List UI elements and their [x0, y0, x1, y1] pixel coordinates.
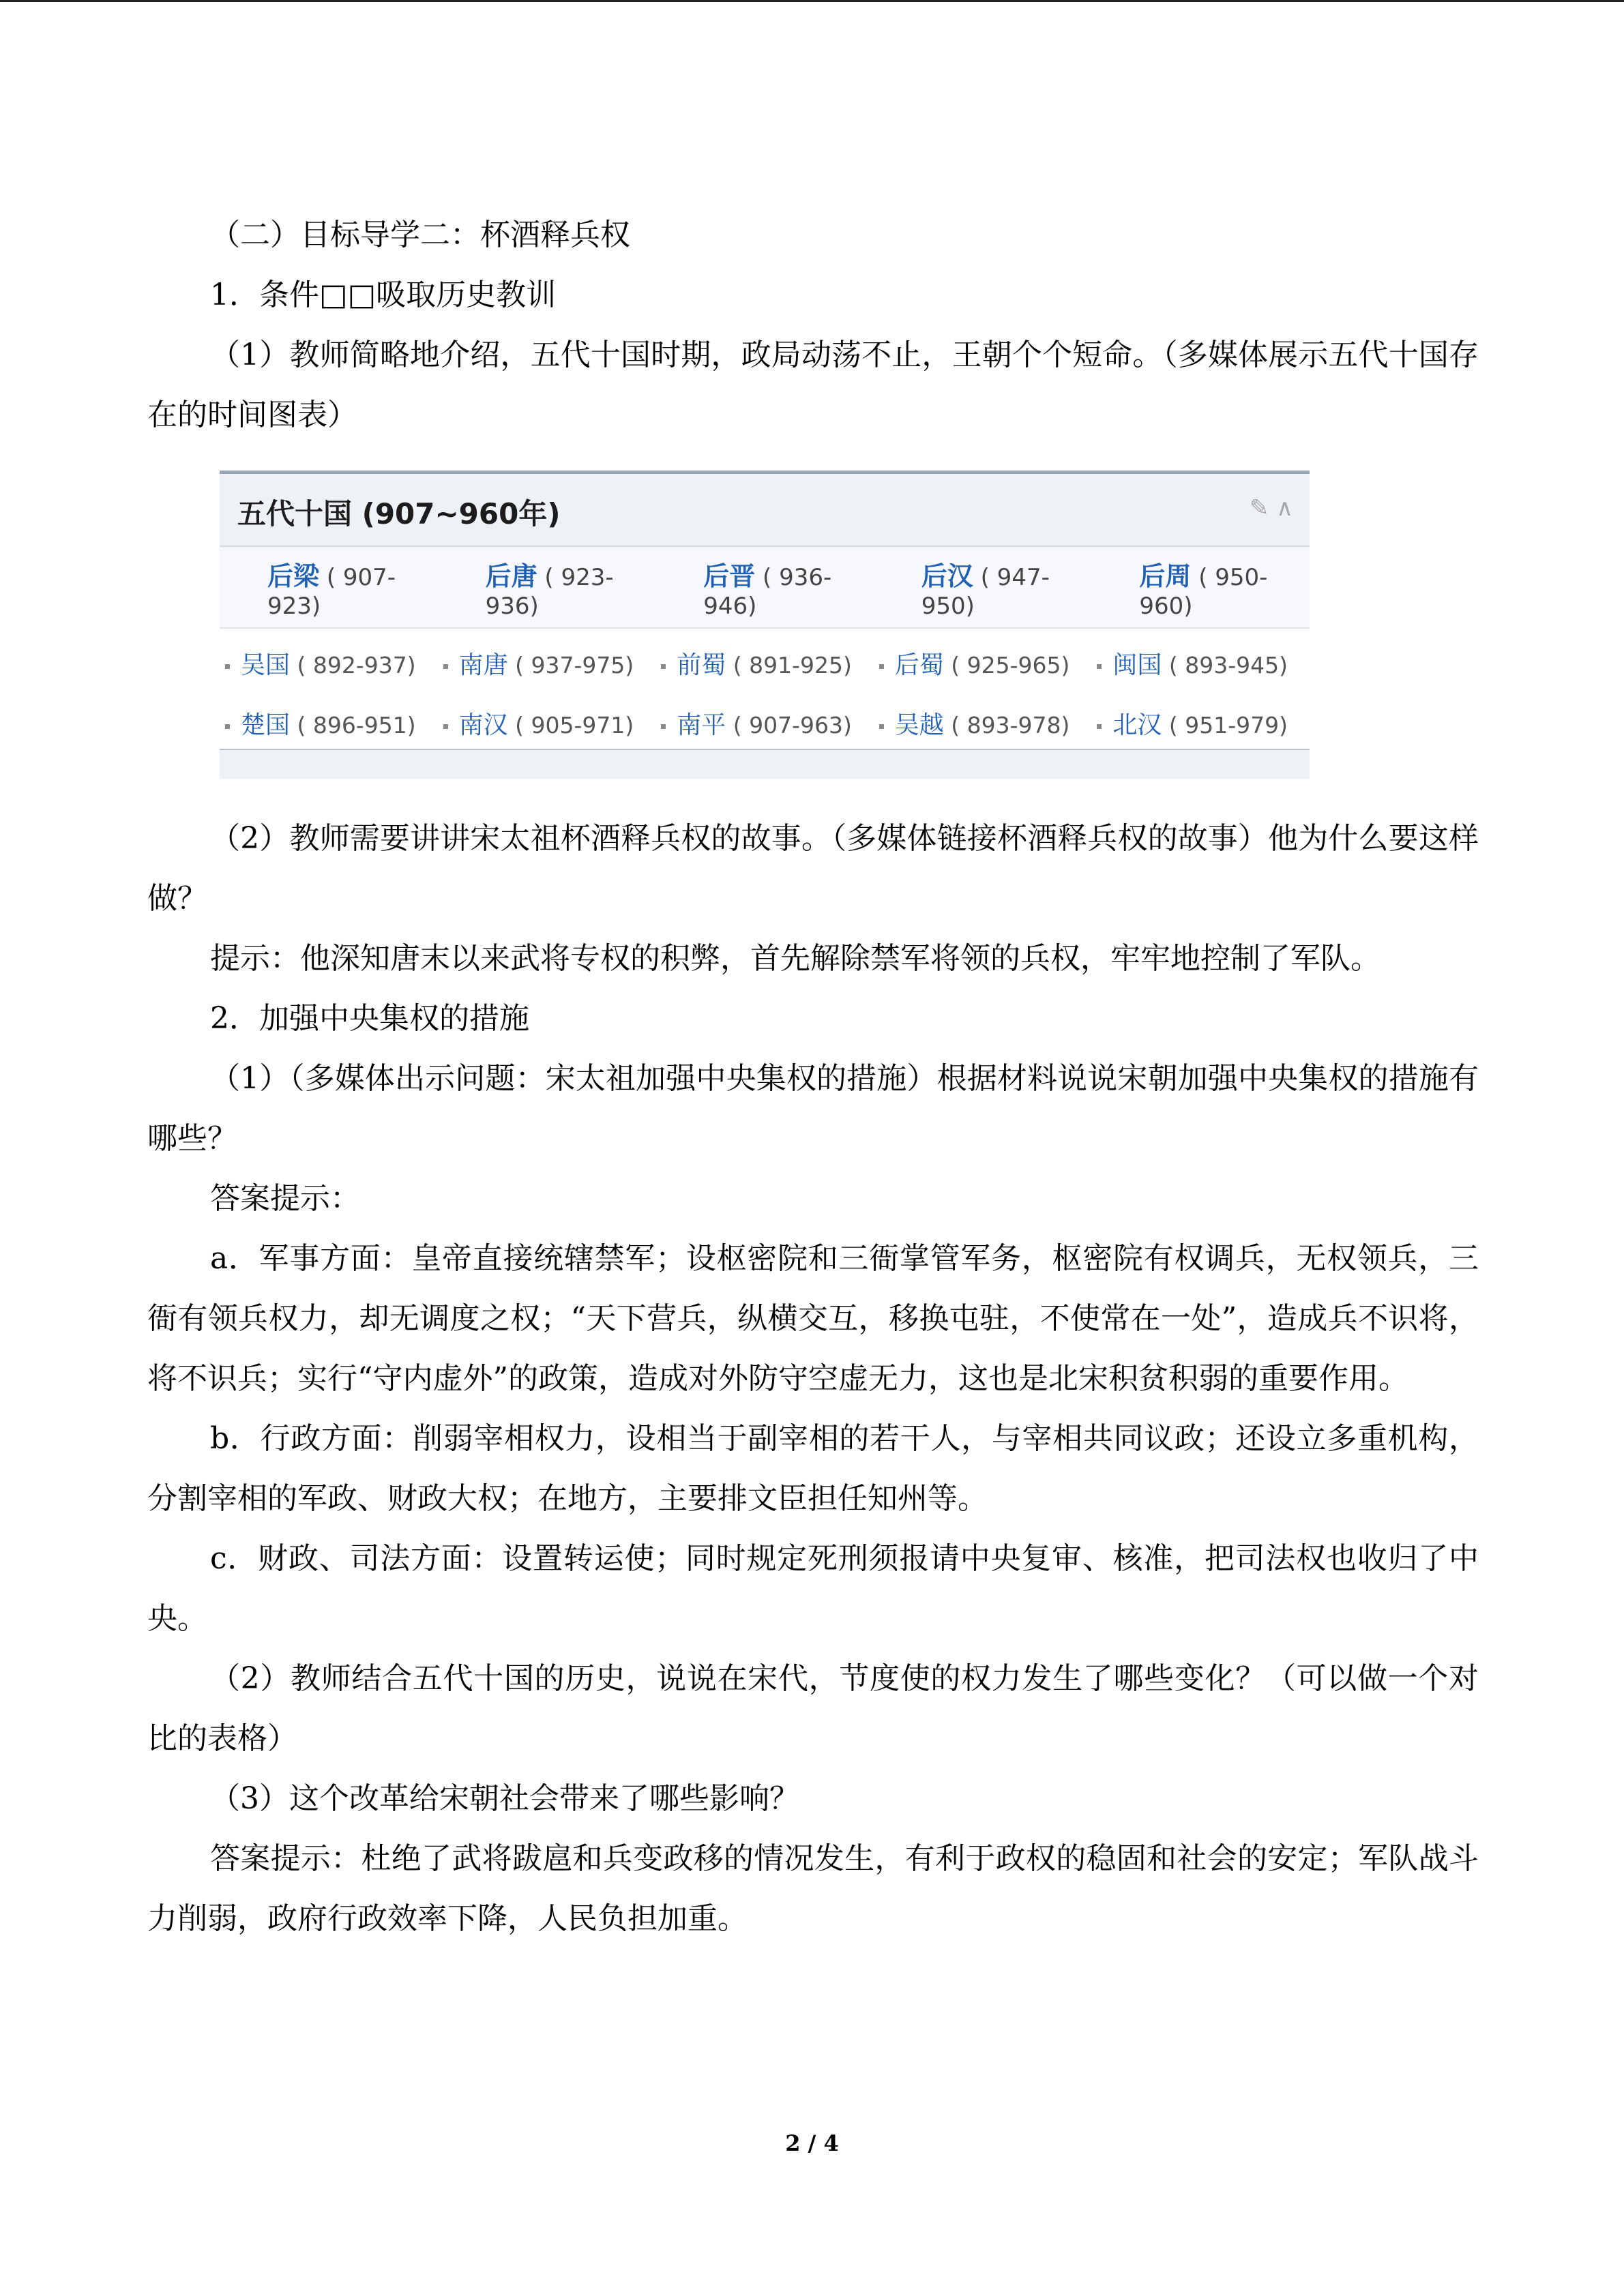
- bullet-icon: [661, 664, 666, 669]
- paragraph-1: （1）教师简略地介绍，五代十国时期，政局动荡不止，王朝个个短命。（多媒体展示五代十国存在的时间图表）: [147, 338, 1479, 432]
- dynasty-link[interactable]: 后梁: [267, 561, 320, 591]
- kingdom-years: ( 907-963): [733, 711, 852, 739]
- text-block-top: [147, 205, 1479, 445]
- kingdom-link[interactable]: 南平: [677, 711, 726, 739]
- kingdom-link[interactable]: 南汉: [458, 711, 508, 739]
- kingdom-cell: [655, 706, 874, 741]
- bullet-icon: [443, 664, 448, 669]
- dynasty-link[interactable]: 后汉: [921, 561, 973, 591]
- text-block-main: [147, 809, 1479, 1949]
- paragraph-2: （2）教师需要讲讲宋太祖杯酒释兵权的故事。（多媒体链接杯酒释兵权的故事）他为什么要这样做？: [147, 821, 1479, 916]
- kingdom-years: ( 893-978): [951, 711, 1070, 739]
- paragraph-9: （2）教师结合五代十国的历史，说说在宋代，节度使的权力发生了哪些变化？（可以做一个对比的表格）: [147, 1661, 1479, 1756]
- dynasty-years: ( 950-960): [1139, 563, 1268, 620]
- item-1-heading: 1．条件□□吸取历史教训: [210, 278, 557, 312]
- dynasty-cell: [220, 555, 438, 620]
- kingdom-years: ( 925-965): [951, 651, 1070, 679]
- kingdom-link[interactable]: 闽国: [1112, 651, 1162, 679]
- dynasty-years: ( 923-936): [485, 563, 614, 620]
- paragraph-3: 提示：他深知唐末以来武将专权的积弊，首先解除禁军将领的兵权，牢牢地控制了军队。: [210, 941, 1381, 976]
- bullet-icon: [879, 664, 884, 669]
- kingdom-cell: [874, 646, 1092, 681]
- kingdom-link[interactable]: 楚国: [241, 711, 291, 739]
- kingdom-years: ( 905-971): [515, 711, 634, 739]
- paragraph-military: a．军事方面：皇帝直接统辖禁军；设枢密院和三衙掌管军务，枢密院有权调兵，无权领兵，三衙有领兵权力，却无调度之权；“天下营兵，纵横交互，移换屯驻，不使常在一处”，造成兵不识将，将不识兵；实行“守内虚外”的政策，造成对外防守空虚无力，这也是北宋积贫积弱的重要作用。: [147, 1241, 1479, 1396]
- table-title: 五代十国 (907~960年): [237, 497, 561, 531]
- kingdom-link[interactable]: 南唐: [458, 651, 508, 679]
- kingdom-link[interactable]: 北汉: [1112, 711, 1162, 739]
- dynasties-row: [220, 547, 1310, 629]
- bullet-icon: [1097, 664, 1102, 669]
- kingdom-years: ( 891-925): [733, 651, 852, 679]
- paragraph-4: （1）（多媒体出示问题：宋太祖加强中央集权的措施）根据材料说说宋朝加强中央集权的措施有哪些？: [147, 1061, 1479, 1156]
- kingdom-years: ( 951-979): [1168, 711, 1288, 739]
- dynasty-years: ( 907-923): [267, 563, 396, 620]
- dynasty-cell: [655, 555, 874, 620]
- item-2-heading: 2．加强中央集权的措施: [210, 1001, 529, 1036]
- kingdom-cell: [874, 706, 1092, 741]
- kingdom-cell: [220, 706, 438, 741]
- kingdoms-row-1: [220, 633, 1310, 693]
- kingdom-link[interactable]: 后蜀: [894, 651, 944, 679]
- paragraph-11: 答案提示：杜绝了武将跋扈和兵变政移的情况发生，有利于政权的稳固和社会的安定；军队战斗力削弱，政府行政效率下降，人民负担加重。: [147, 1841, 1479, 1936]
- table-header: [220, 474, 1310, 547]
- kingdom-link[interactable]: 吴国: [241, 651, 291, 679]
- dynasty-cell: [874, 555, 1092, 620]
- kingdom-cell: [438, 646, 656, 681]
- paragraph-administration: b．行政方面：削弱宰相权力，设相当于副宰相的若干人，与宰相共同议政；还设立多重机构，分割宰相的军政、财政大权；在地方，主要排文臣担任知州等。: [147, 1421, 1479, 1516]
- bullet-icon: [879, 724, 884, 729]
- paragraph-10: （3）这个改革给宋朝社会带来了哪些影响？: [210, 1781, 799, 1816]
- kingdom-link[interactable]: 吴越: [894, 711, 944, 739]
- page-top-border: [0, 0, 1624, 2]
- kingdom-years: ( 893-945): [1168, 651, 1288, 679]
- bullet-icon: [225, 664, 230, 669]
- kingdom-cell: [655, 646, 874, 681]
- dynasty-years: ( 936-946): [703, 563, 832, 620]
- kingdom-years: ( 937-975): [515, 651, 634, 679]
- kingdoms-row-2: [220, 693, 1310, 753]
- bullet-icon: [443, 724, 448, 729]
- dynasty-link[interactable]: 后周: [1139, 561, 1192, 591]
- edit-collapse-icons[interactable]: ✎ ∧: [1249, 494, 1293, 522]
- paragraph-finance-justice: c．财政、司法方面：设置转运使；同时规定死刑须报请中央复审、核准，把司法权也收归了中央。: [147, 1541, 1479, 1636]
- dynasty-years: ( 947-950): [921, 563, 1050, 620]
- table-footer: [220, 749, 1310, 779]
- five-dynasties-table: [220, 471, 1310, 779]
- kingdom-cell: [1091, 706, 1310, 741]
- kingdom-years: ( 896-951): [297, 711, 416, 739]
- answer-hint-label: 答案提示：: [210, 1181, 360, 1216]
- kingdom-years: ( 892-937): [297, 651, 416, 679]
- section-heading: （二）目标导学二：杯酒释兵权: [210, 218, 630, 252]
- kingdom-cell: [220, 646, 438, 681]
- bullet-icon: [661, 724, 666, 729]
- bullet-icon: [1097, 724, 1102, 729]
- kingdom-cell: [1091, 646, 1310, 681]
- page-number: 2 / 4: [785, 2130, 839, 2156]
- dynasty-cell: [438, 555, 656, 620]
- dynasty-link[interactable]: 后晋: [703, 561, 756, 591]
- bullet-icon: [225, 724, 230, 729]
- kingdom-link[interactable]: 前蜀: [677, 651, 726, 679]
- dynasty-cell: [1091, 555, 1310, 620]
- dynasty-link[interactable]: 后唐: [485, 561, 537, 591]
- kingdom-cell: [438, 706, 656, 741]
